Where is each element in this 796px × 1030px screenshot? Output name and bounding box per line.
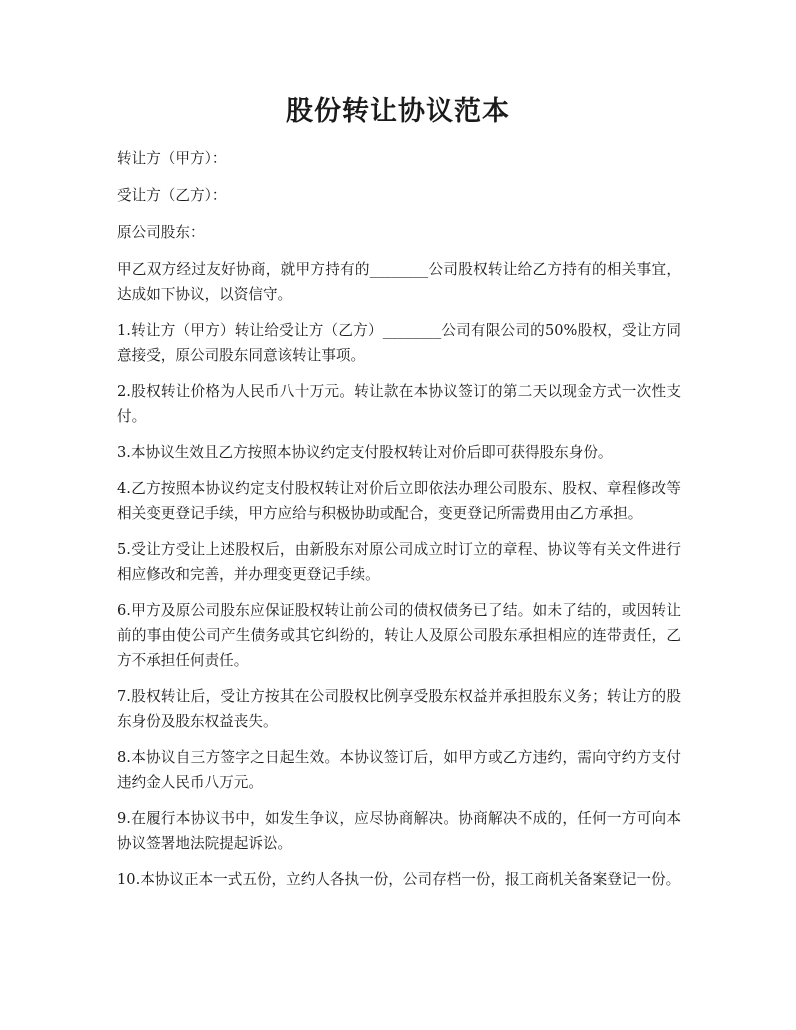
document-title: 股份转让协议范本 bbox=[286, 96, 510, 127]
clause-7: 7.股权转让后，受让方按其在公司股权比例享受股东权益并承担股东义务；转让方的股东身份及股东权益丧失。 bbox=[117, 688, 681, 730]
clause-9: 9.在履行本协议书中，如发生争议，应尽协商解决。协商解决不成的，任何一方可向本协议签署地法院提起诉讼。 bbox=[117, 810, 681, 852]
transferor-field: 转让方（甲方）： bbox=[117, 150, 227, 167]
transferee-field: 受让方（乙方）： bbox=[117, 187, 227, 204]
clause-6: 6.甲方及原公司股东应保证股权转让前公司的债权债务已了结。如未了结的，或因转让前的事由使公司产生债务或其它纠纷的，转让人及原公司股东承担相应的连带责任，乙方不承担任何责任。 bbox=[117, 602, 681, 669]
original-shareholder-field: 原公司股东： bbox=[117, 224, 205, 241]
clause-4: 4.乙方按照本协议约定支付股权转让对价后立即依法办理公司股东、股权、章程修改等相关变更登记手续，甲方应给与积极协助或配合，变更登记所需费用由乙方承担。 bbox=[117, 480, 681, 522]
intro-paragraph: 甲乙双方经过友好协商，就甲方持有的________公司股权转让给乙方持有的相关事宜，达成如下协议，以资信守。 bbox=[117, 261, 681, 303]
clause-5: 5.受让方受让上述股权后，由新股东对原公司成立时订立的章程、协议等有关文件进行相应修改和完善，并办理变更登记手续。 bbox=[117, 541, 681, 583]
clause-10: 10.本协议正本一式五份，立约人各执一份，公司存档一份，报工商机关备案登记一份。 bbox=[117, 871, 681, 888]
clause-2: 2.股权转让价格为人民币八十万元。转让款在本协议签订的第二天以现金方式一次性支付。 bbox=[117, 383, 681, 425]
document-body bbox=[117, 146, 681, 903]
clause-1: 1.转让方（甲方）转让给受让方（乙方）________公司有限公司的50%股权，受让方同意接受，原公司股东同意该转让事项。 bbox=[117, 322, 681, 364]
clause-8: 8.本协议自三方签字之日起生效。本协议签订后，如甲方或乙方违约，需向守约方支付违约金人民币八万元。 bbox=[117, 749, 681, 791]
clause-3: 3.本协议生效且乙方按照本协议约定支付股权转让对价后即可获得股东身份。 bbox=[117, 444, 613, 461]
